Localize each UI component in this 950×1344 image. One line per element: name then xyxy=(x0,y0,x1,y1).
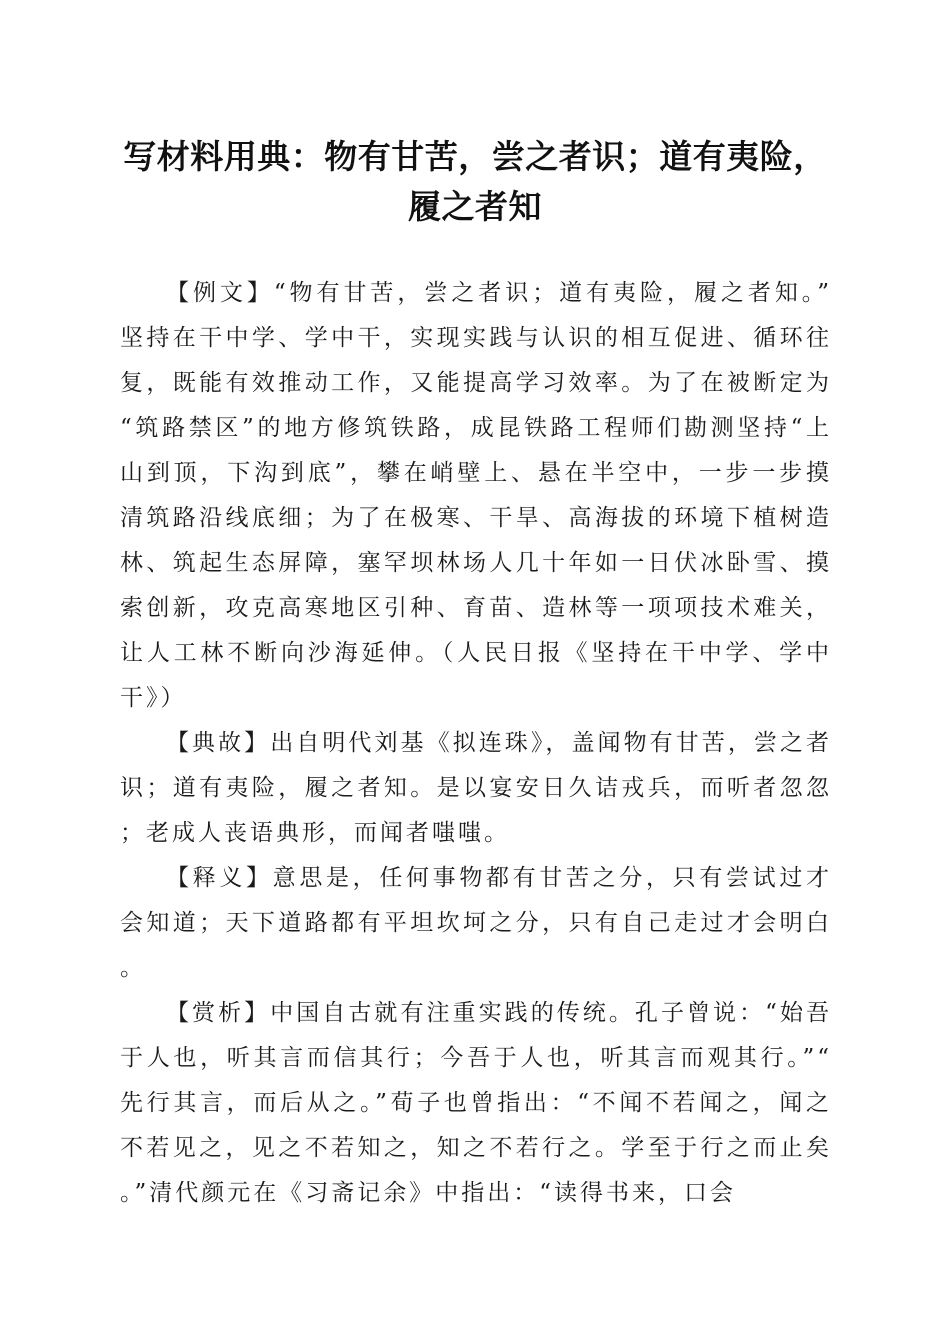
section-tag-appreciation: 【赏析】 xyxy=(166,1000,271,1026)
document-body xyxy=(120,271,832,1216)
paragraph-text: “物有甘苦，尝之者识；道有夷险，履之者知。”坚持在干中学、学中干，实现实践与认识的相互促进、循环往复，既能有效推动工作，又能提高学习效率。为了在被断定为“筑路禁区”的地方修筑铁路，成昆铁路工程师们勘测坚持“上山到顶，下沟到底”，攀在峭壁上、悬在半空中，一步一步摸清筑路沿线底细；为了在极寒、干旱、高海拔的环境下植树造林、筑起生态屏障，塞罕坝林场人几十年如一日伏冰卧雪、摸索创新，攻克高寒地区引种、育苗、造林等一项项技术难关，让人工林不断向沙海延伸。（人民日报《坚持在干中学、学中干》） xyxy=(120,280,832,711)
paragraph-appreciation xyxy=(120,991,832,1216)
paragraph-text: 中国自古就有注重实践的传统。孔子曾说：“始吾于人也，听其言而信其行；今吾于人也，听其言而观其行。”“先行其言，而后从之。”荀子也曾指出：“不闻不若闻之，闻之不若见之，见之不若知之，知之不若行之。学至于行之而止矣。”清代颜元在《习斋记余》中指出：“读得书来，口会 xyxy=(120,1000,832,1206)
paragraph-example xyxy=(120,271,832,721)
document-title: 写材料用典：物有甘苦，尝之者识；道有夷险，履之者知 xyxy=(123,137,827,226)
paragraph-allusion xyxy=(120,721,832,856)
section-tag-meaning: 【释义】 xyxy=(166,865,273,891)
paragraph-text: 意思是，任何事物都有甘苦之分，只有尝试过才会知道；天下道路都有平坦坎坷之分，只有自己走过才会明白。 xyxy=(120,865,833,981)
paragraph-text: 出自明代刘基《拟连珠》，盖闻物有甘苦，尝之者识；道有夷险，履之者知。是以宴安日久诘戎兵，而听者忽忽；老成人丧语典形，而闻者嗤嗤。 xyxy=(120,730,833,846)
paragraph-meaning xyxy=(120,856,832,991)
section-tag-allusion: 【典故】 xyxy=(166,730,271,756)
section-tag-example: 【例文】 xyxy=(166,280,274,306)
